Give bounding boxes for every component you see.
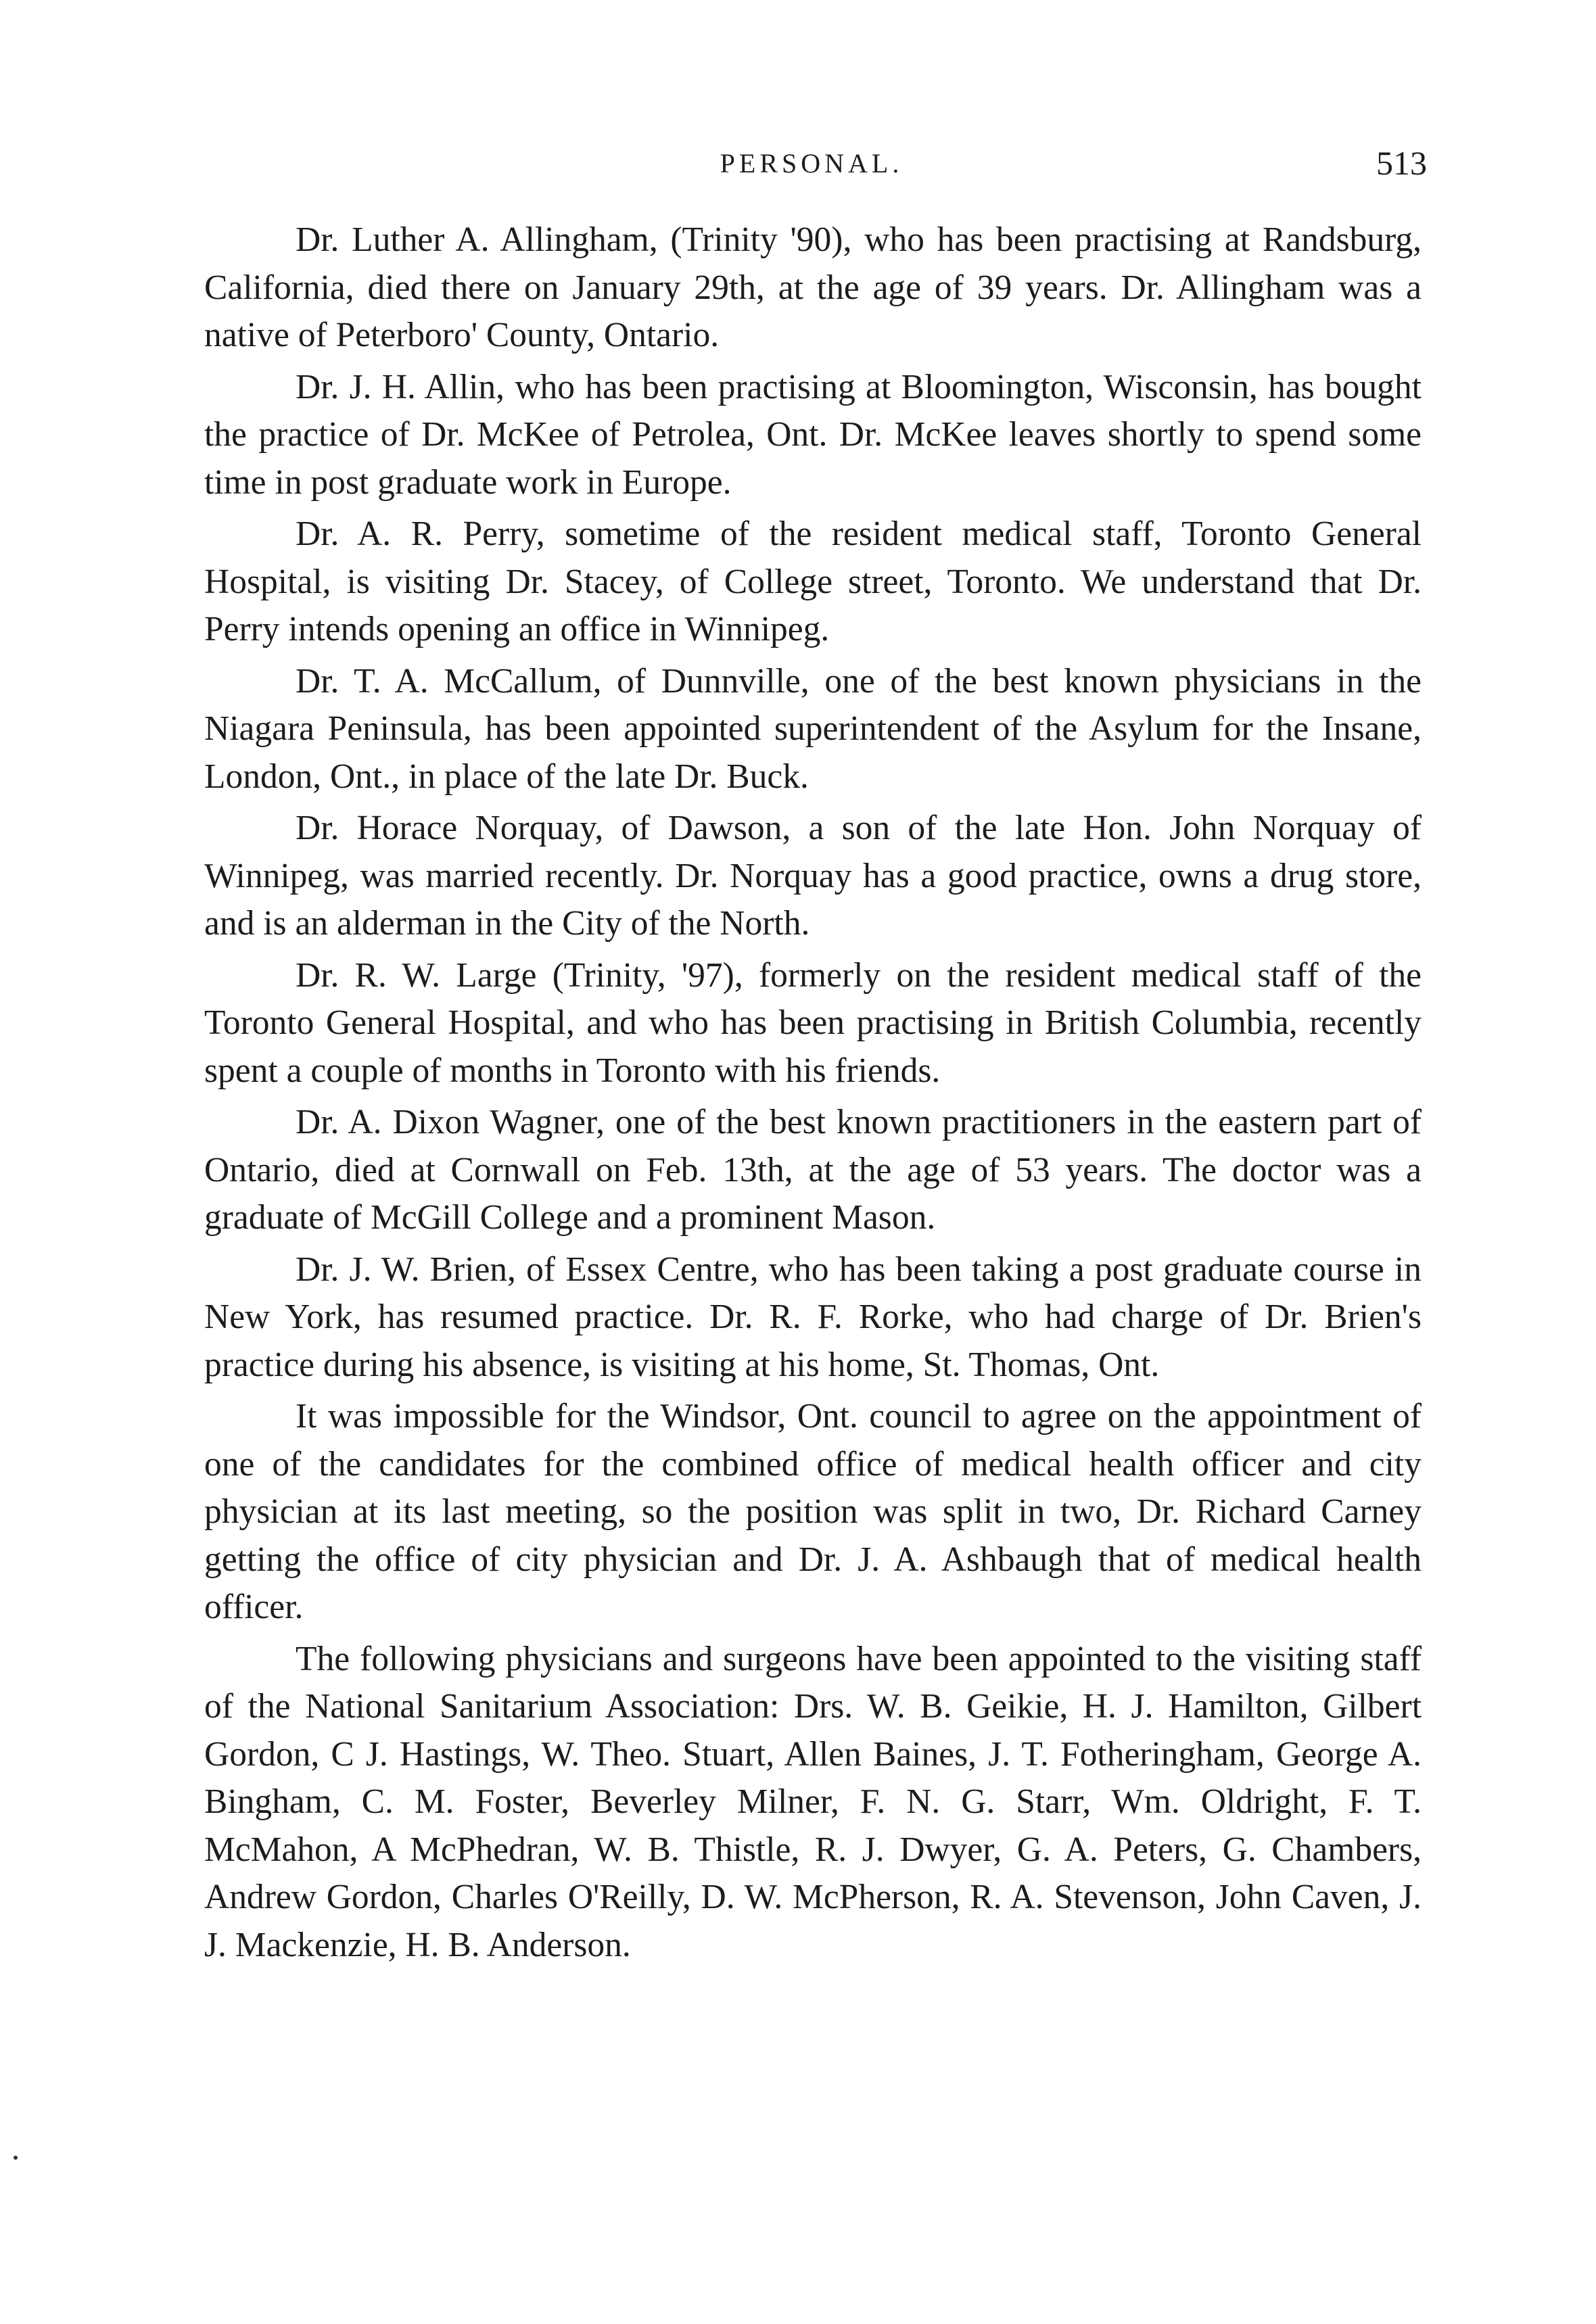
paragraph-sanitarium-staff: The following physicians and surgeons have been appointed to the visiting staff of the National Sanitarium Association: Drs. W. B. Geikie, H. J. Hamilton, Gilbert Gordon, C J. Hastings, W. Theo. Stuart, Allen Baines, J. T. Fotheringham, George A. Bingham, C. M. Foster, Beverley Milner, F. N. G. Starr, Wm. Oldright, F. T. McMahon, A McPhedran, W. B. Thistle, R. J. Dwyer, G. A. Peters, G. Chambers, Andrew Gordon, Charles O'Reilly, D. W. McPherson, R. A. Stevenson, John Caven, J. J. Mackenzie, H. B. Anderson. [204,1639,1422,1964]
paragraph-norquay: Dr. Horace Norquay, of Dawson, a son of the late Hon. John Norquay of Winnipeg, was married recently. Dr. Norquay has a good practice, owns a drug store, and is an alderman in the City of the North. [204,809,1422,943]
paragraph-allin: Dr. J. H. Allin, who has been practising at Bloomington, Wisconsin, has bought the practice of Dr. McKee of Petrolea, Ont. Dr. McKee leaves shortly to spend some time in post graduate work in Europe. [204,367,1422,502]
running-head [203,144,1427,188]
paragraph-perry: Dr. A. R. Perry, sometime of the resident medical staff, Toronto General Hospital, is visiting Dr. Stacey, of College street, Toronto. We understand that Dr. Perry intends opening an office in Winnipeg. [204,515,1422,648]
paragraph-windsor-council: It was impossible for the Windsor, Ont. council to agree on the appointment of one of the candidates for the combined office of medical health officer and city physician at its last meeting, so the position was split in two, Dr. Richard Carney getting the office of city physician and Dr. J. A. Ashbaugh that of medical health officer. [204,1397,1422,1626]
page-number: 513 [1376,144,1427,182]
paragraph-large: Dr. R. W. Large (Trinity, '97), formerly on the resident medical staff of the Toronto General Hospital, and who has been practising in British Columbia, recently spent a couple of months in Toronto with his friends. [204,955,1422,1090]
paragraph-brien: Dr. J. W. Brien, of Essex Centre, who has been taking a post graduate course in New York, has resumed practice. Dr. R. F. Rorke, who had charge of Dr. Brien's practice during his absence, is visiting at his home, St. Thomas, Ont. [204,1250,1422,1384]
body-text [204,216,1422,1969]
scan-speck [14,2156,18,2160]
paragraph-allingham: Dr. Luther A. Allingham, (Trinity '90), who has been practising at Randsburg, California, died there on January 29th, at the age of 39 years. Dr. Allingham was a native of Peterboro' County, Ontario. [204,220,1422,354]
paragraph-wagner: Dr. A. Dixon Wagner, one of the best known practitioners in the eastern part of Ontario, died at Cornwall on Feb. 13th, at the age of 53 years. The doctor was a graduate of McGill College and a prominent Mason. [204,1103,1422,1237]
paragraph-mccallum: Dr. T. A. McCallum, of Dunnville, one of the best known physicians in the Niagara Peninsula, has been appointed superintendent of the Asylum for the Insane, London, Ont., in place of the late Dr. Buck. [204,661,1422,796]
running-title: PERSONAL. [720,148,903,179]
